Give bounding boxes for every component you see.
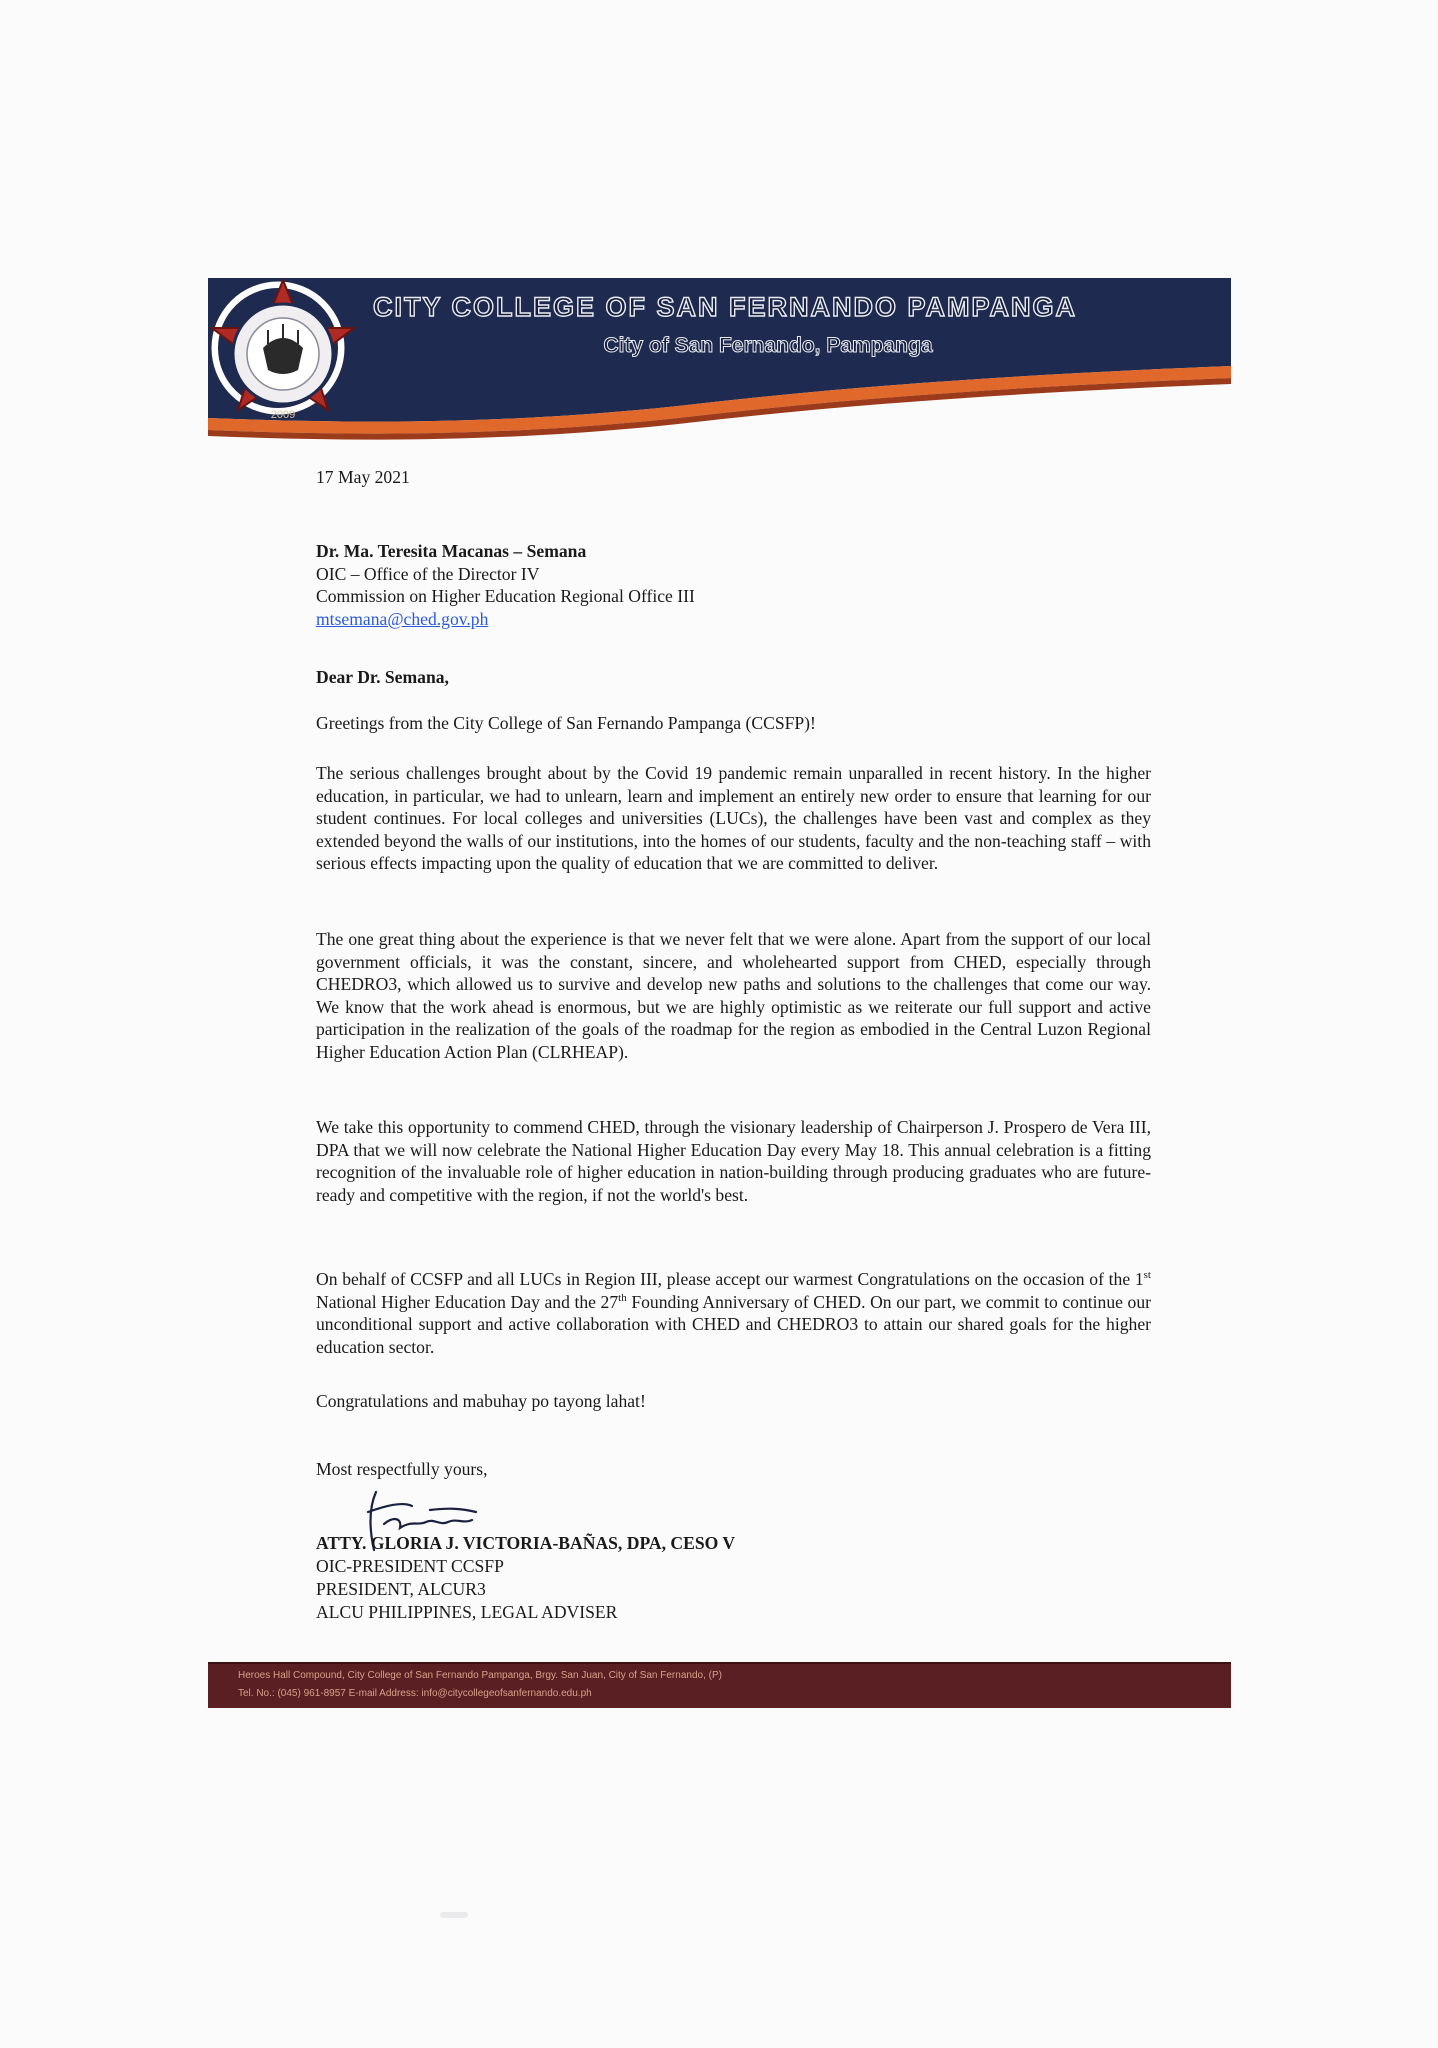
footer-contact: Tel. No.: (045) 961-8957 E-mail Address: info@citycollegeofsanfernando.edu.ph <box>238 1688 592 1699</box>
scan-artifact <box>440 1912 468 1918</box>
seal-year: 2009 <box>270 409 296 421</box>
institution-location: City of San Fernando, Pampanga <box>603 334 933 357</box>
signatory-role-2: PRESIDENT, ALCUR3 <box>316 1579 486 1599</box>
greeting-line: Greetings from the City College of San Fernando Pampanga (CCSFP)! <box>316 713 816 733</box>
signatory-block <box>316 1532 735 1624</box>
recipient-office: Commission on Higher Education Regional Office III <box>316 586 695 606</box>
recipient-email-link[interactable]: mtsemana@ched.gov.ph <box>316 608 489 629</box>
paragraph-congratulations: On behalf of CCSFP and all LUCs in Region III, please accept our warmest Congratulations on the occasion of the 1st National Higher Education Day and the 27th Founding Anniversary of CHED. On our part, we commit to continue our unconditional support and active collaboration with CHED and CHEDRO3 to attain our shared goals for the higher education sector. <box>316 1269 1151 1357</box>
paragraph-pandemic-challenges: The serious challenges brought about by the Covid 19 pandemic remain unparalled in recent history. In the higher education, in particular, we had to unlearn, learn and implement an entirely new order to ensure that learning for our student continues. For local colleges and universities (LUCs), the challenges have been vast and complex as they extended beyond the walls of our institutions, into the homes of our students, faculty and the non-teaching staff – with serious effects impacting upon the quality of education that we are committed to deliver. <box>316 763 1151 873</box>
paragraph-ched-support: The one great thing about the experience is that we never felt that we were alone. Apart from the support of our local government officials, it was the constant, sincere, and wholehearted support from CHED, especially through CHEDRO3, which allowed us to survive and develop new paths and solutions to the challenges that come our way. We know that the work ahead is enormous, but we are highly optimistic as we reiterate our full support and active participation in the realization of the goals of the roadmap for the region as embodied in the Central Luzon Regional Higher Education Action Plan (CLRHEAP). <box>316 929 1151 1062</box>
letterhead-footer <box>208 1662 1231 1708</box>
salutation: Dear Dr. Semana, <box>316 667 449 687</box>
signatory-name: ATTY. GLORIA J. VICTORIA-BAÑAS, DPA, CESO V <box>316 1533 736 1553</box>
recipient-title: OIC – Office of the Director IV <box>316 563 540 584</box>
footer-address: Heroes Hall Compound, City College of San Fernando Pampanga, Brgy. San Juan, City of San Fernando, (P) <box>238 1670 722 1681</box>
letterhead-banner <box>208 278 1231 450</box>
signatory-role-1: OIC-PRESIDENT CCSFP <box>316 1556 504 1576</box>
college-seal-logo <box>208 278 358 433</box>
valediction: Most respectfully yours, <box>316 1459 488 1479</box>
recipient-block <box>316 540 695 630</box>
closing-line: Congratulations and mabuhay po tayong lahat! <box>316 1391 646 1411</box>
recipient-name: Dr. Ma. Teresita Macanas – Semana <box>316 541 587 561</box>
paragraph-higher-education-day: We take this opportunity to commend CHED, through the visionary leadership of Chairperson J. Prospero de Vera III, DPA that we will now celebrate the National Higher Education Day every May 18. This annual celebration is a fitting recognition of the invaluable role of higher education in nation-building through producing graduates who are future-ready and competitive with the region, if not the world's best. <box>316 1117 1151 1205</box>
institution-name: CITY COLLEGE OF SAN FERNANDO PAMPANGA <box>373 292 1078 322</box>
signatory-role-3: ALCU PHILIPPINES, LEGAL ADVISER <box>316 1602 618 1622</box>
letter-date: 17 May 2021 <box>316 467 410 487</box>
